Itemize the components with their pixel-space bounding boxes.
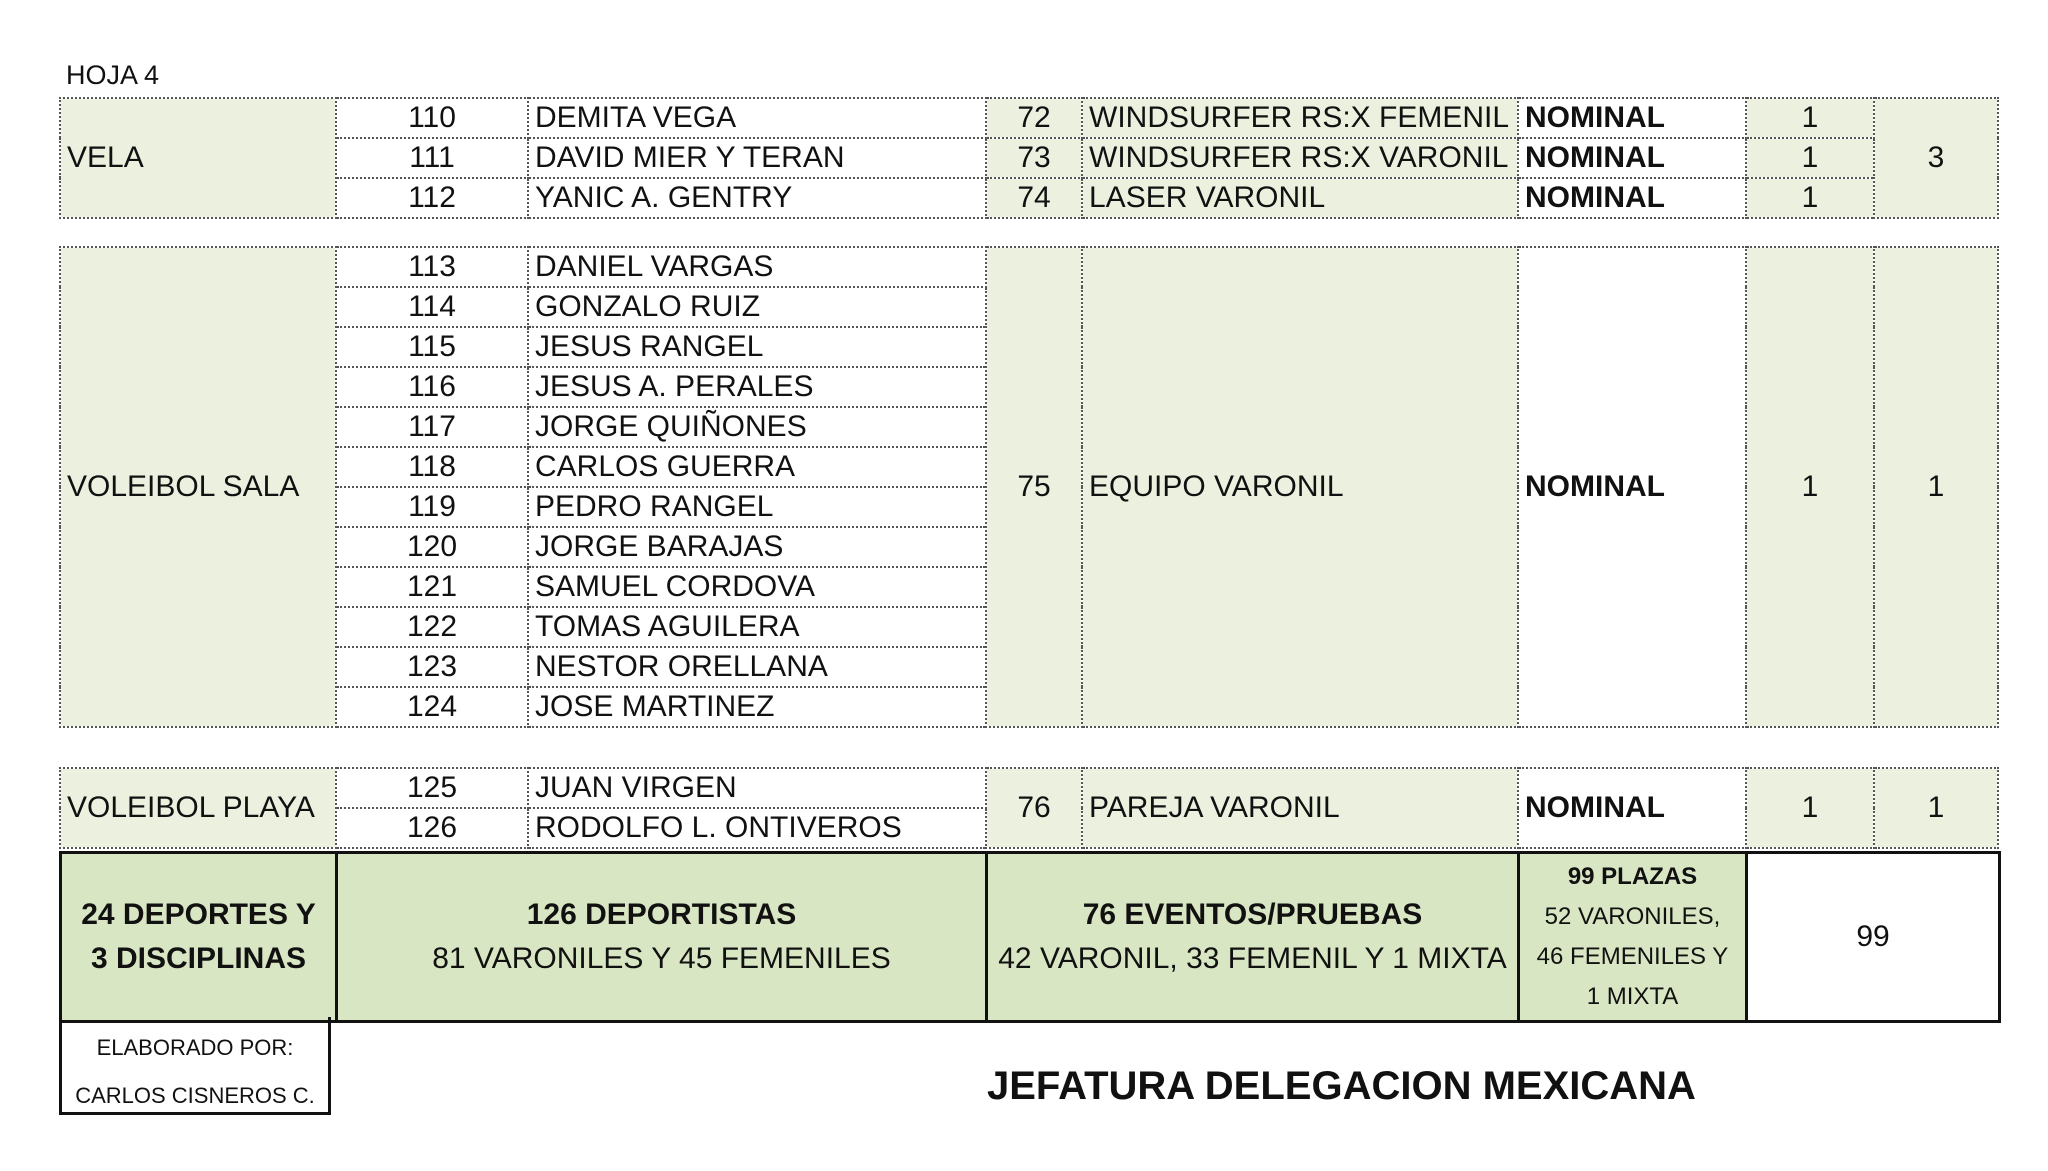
athlete-number: 116	[336, 367, 528, 407]
athlete-name: JESUS A. PERALES	[528, 367, 986, 407]
entry-count: 1	[1746, 178, 1874, 218]
sheet-label: HOJA 4	[66, 60, 160, 90]
athlete-name: CARLOS GUERRA	[528, 447, 986, 487]
summary-sports	[61, 853, 337, 1022]
entry-type: NOMINAL	[1518, 247, 1746, 727]
table-row	[60, 98, 1998, 138]
author-name: CARLOS CISNEROS C.	[75, 1083, 315, 1108]
athlete-number: 125	[336, 768, 528, 808]
summary-row	[61, 853, 2000, 1022]
athlete-number: 117	[336, 407, 528, 447]
summary-events-title: 76 EVENTOS/PRUEBAS	[1082, 898, 1423, 931]
summary-sports-line1: 24 DEPORTES Y	[81, 898, 316, 931]
athlete-name: NESTOR ORELLANA	[528, 647, 986, 687]
table-row	[60, 768, 1998, 808]
event-name: PAREJA VARONIL	[1082, 768, 1518, 848]
sport-total: 1	[1874, 768, 1998, 848]
event-number: 74	[986, 178, 1082, 218]
athlete-number: 114	[336, 287, 528, 327]
athlete-number: 119	[336, 487, 528, 527]
summary-places-line3: 1 MIXTA	[1586, 983, 1679, 1010]
athlete-name: DAVID MIER Y TERAN	[528, 138, 986, 178]
event-name: LASER VARONIL	[1082, 178, 1518, 218]
athlete-name: RODOLFO L. ONTIVEROS	[528, 808, 986, 848]
athlete-name: JORGE QUIÑONES	[528, 407, 986, 447]
athlete-name: DANIEL VARGAS	[528, 247, 986, 287]
footer-title: JEFATURA DELEGACION MEXICANA	[987, 1064, 1696, 1108]
summary-places-line1: 52 VARONILES,	[1544, 903, 1721, 930]
summary-athletes	[337, 853, 987, 1022]
athlete-name: DEMITA VEGA	[528, 98, 986, 138]
event-number: 75	[986, 247, 1082, 727]
athlete-number: 123	[336, 647, 528, 687]
table-row	[60, 178, 1998, 218]
sport-cell: VOLEIBOL SALA	[60, 247, 336, 727]
athlete-number: 122	[336, 607, 528, 647]
entry-type: NOMINAL	[1518, 138, 1746, 178]
table-row	[60, 138, 1998, 178]
entry-count: 1	[1746, 768, 1874, 848]
athlete-number: 118	[336, 447, 528, 487]
athlete-name: PEDRO RANGEL	[528, 487, 986, 527]
summary-athletes-title: 126 DEPORTISTAS	[526, 898, 797, 931]
summary-sports-line2: 3 DISCIPLINAS	[90, 942, 307, 975]
athlete-number: 124	[336, 687, 528, 727]
summary-places-line2: 46 FEMENILES Y	[1536, 943, 1729, 970]
athlete-name: TOMAS AGUILERA	[528, 607, 986, 647]
author-label: ELABORADO POR:	[96, 1035, 294, 1060]
entry-count: 1	[1746, 138, 1874, 178]
voleibol-playa-table	[59, 767, 1999, 849]
voleibol-sala-table	[59, 246, 1999, 728]
event-name: WINDSURFER RS:X VARONIL	[1082, 138, 1518, 178]
athlete-number: 121	[336, 567, 528, 607]
athlete-name: JUAN VIRGEN	[528, 768, 986, 808]
athlete-name: SAMUEL CORDOVA	[528, 567, 986, 607]
vela-table	[59, 97, 1999, 219]
athlete-name: JORGE BARAJAS	[528, 527, 986, 567]
athlete-number: 115	[336, 327, 528, 367]
sport-total: 1	[1874, 247, 1998, 727]
summary-athletes-detail: 81 VARONILES Y 45 FEMENILES	[432, 942, 891, 975]
sport-total: 3	[1874, 98, 1998, 218]
sport-cell: VOLEIBOL PLAYA	[60, 768, 336, 848]
athlete-number: 112	[336, 178, 528, 218]
summary-events-detail: 42 VARONIL, 33 FEMENIL Y 1 MIXTA	[998, 942, 1507, 975]
summary-total: 99	[1747, 853, 2000, 1022]
event-number: 72	[986, 98, 1082, 138]
athlete-number: 113	[336, 247, 528, 287]
entry-count: 1	[1746, 247, 1874, 727]
summary-table	[59, 851, 2001, 1023]
athlete-number: 126	[336, 808, 528, 848]
entry-type: NOMINAL	[1518, 98, 1746, 138]
event-number: 76	[986, 768, 1082, 848]
summary-events	[987, 853, 1519, 1022]
summary-places	[1519, 853, 1747, 1022]
athlete-number: 120	[336, 527, 528, 567]
event-number: 73	[986, 138, 1082, 178]
author-box	[59, 1017, 331, 1115]
entry-type: NOMINAL	[1518, 178, 1746, 218]
entry-type: NOMINAL	[1518, 768, 1746, 848]
athlete-name: YANIC A. GENTRY	[528, 178, 986, 218]
summary-places-title: 99 PLAZAS	[1567, 863, 1698, 890]
event-name: EQUIPO VARONIL	[1082, 247, 1518, 727]
table-row	[60, 247, 1998, 287]
athlete-number: 111	[336, 138, 528, 178]
event-name: WINDSURFER RS:X FEMENIL	[1082, 98, 1518, 138]
athlete-name: GONZALO RUIZ	[528, 287, 986, 327]
athlete-number: 110	[336, 98, 528, 138]
sport-cell: VELA	[60, 98, 336, 218]
athlete-name: JOSE MARTINEZ	[528, 687, 986, 727]
athlete-name: JESUS RANGEL	[528, 327, 986, 367]
entry-count: 1	[1746, 98, 1874, 138]
